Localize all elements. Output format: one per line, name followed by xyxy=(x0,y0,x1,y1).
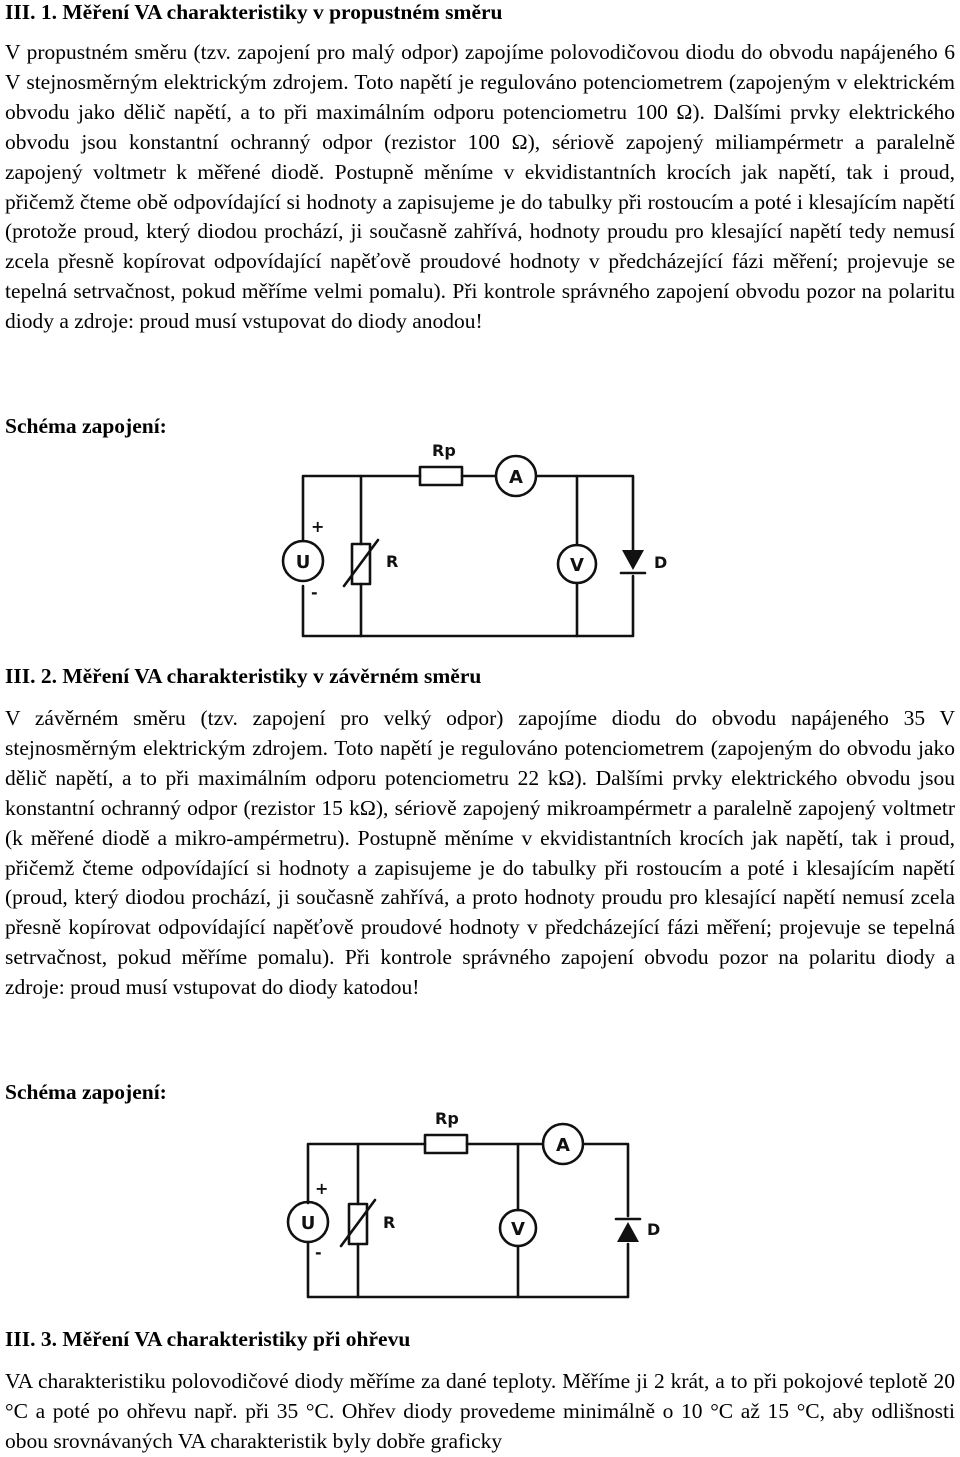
section-2-schema-label: Schéma zapojení: xyxy=(5,1080,167,1104)
rp-label: Rp xyxy=(435,1109,459,1128)
diode-label: D xyxy=(647,1220,661,1239)
section-3-paragraph: VA charakteristiku polovodičové diody měříme za dané teploty. Měříme ji 2 krát, a to při pokojové teplotě 20 °C a poté po ohřevu např. při 35 °C. Ohřev diody provedeme minimálně o 10 °C až 15 °C, aby odlišnosti obou srovnávaných VA charakteristik byly dobře graficky xyxy=(5,1369,955,1453)
potentiometer-arrow xyxy=(341,1200,375,1246)
section-2-paragraph: V závěrném směru (tzv. zapojení pro velký odpor) zapojíme diodu do obvodu napájeného 35 V stejnosměrným elektrickým zdrojem. Toto napětí je regulováno potenciometrem (zapojeným do obvodu jako dělič napětí, a to při maximálním odporu potenciometru 22 kΩ). Dalšími prvky elektrického obvodu jsou konstantní ochranný odpor (rezistor 15 kΩ), sériově zapojený mikroampérmetr a paralelně zapojený voltmetr (k měřené diodě a mikro-ampérmetru). Postupně měníme v ekvidistantních krocích jak napětí, tak i proud, přičemž čteme odpovídající si hodnoty a zapisujeme je do tabulky při rostoucím a poté i klesajícím napětí (proud, který diodou prochází, ji současně zahřívá, a proto hodnoty proudu pro klesající napětí nemusí zcela přesně kopírovat odpovídající napěťově proudové hodnoty v předcházející fázi měření; projevuje se tepelná setrvačnost, pokud měříme pomalu). Při kontrole správného zapojení obvodu pozor na polaritu diody a zdroje: proud musí vstupovat do diody katodou! xyxy=(5,706,955,1000)
plus-sign: + xyxy=(311,517,325,536)
section-3-heading: III. 3. Měření VA charakteristiky při ohřevu xyxy=(5,1327,411,1351)
circuit-diagram-2 xyxy=(285,1104,685,1304)
ammeter-label: A xyxy=(556,1135,570,1156)
source-label: U xyxy=(300,1213,316,1234)
pot-label: R xyxy=(383,1213,396,1232)
diode-forward xyxy=(622,550,644,570)
diode-label: D xyxy=(654,553,668,572)
section-2-heading: III. 2. Měření VA charakteristiky v závěrném směru xyxy=(5,664,482,688)
minus-sign: - xyxy=(315,1243,322,1262)
circuit-diagram-1 xyxy=(280,436,680,644)
section-1-schema-label: Schéma zapojení: xyxy=(5,414,167,438)
diode-reverse xyxy=(617,1222,639,1242)
section-1-paragraph: V propustném směru (tzv. zapojení pro malý odpor) zapojíme polovodičovou diodu do obvodu napájeného 6 V stejnosměrným elektrickým zdrojem. Toto napětí je regulováno potenciometrem (zapojeným v elektrickém obvodu jako dělič napětí, a to při maximálním odporu potenciometru 100 Ω). Dalšími prvky elektrického obvodu jsou konstantní ochranný odpor (rezistor 100 Ω), sériově zapojený miliampérmetr a paralelně zapojený voltmetr k měřené diodě. Postupně měníme v ekvidistantních krocích jak napětí, tak i proud, přičemž čteme obě odpovídající si hodnoty a zapisujeme je do tabulky při rostoucím a poté i klesajícím napětí (protože proud, který diodou prochází, ji současně zahřívá, hodnoty proudu pro klesající napětí tedy nemusí zcela přesně kopírovat odpovídající napěťově proudové hodnoty v předcházející fázi měření; projevuje se tepelná setrvačnost, pokud měříme velmi pomalu). Při kontrole správného zapojení obvodu pozor na polaritu diody a zdroje: proud musí vstupovat do diody anodou! xyxy=(5,40,955,334)
plus-sign: + xyxy=(315,1179,329,1198)
ammeter-label: A xyxy=(509,467,523,488)
source-label: U xyxy=(295,552,311,573)
protective-resistor xyxy=(425,1135,467,1153)
pot-label: R xyxy=(386,552,399,571)
minus-sign: - xyxy=(311,583,318,602)
voltmeter-label: V xyxy=(570,555,584,576)
circuit-wires xyxy=(308,1144,628,1297)
protective-resistor xyxy=(420,467,462,485)
potentiometer-arrow xyxy=(344,540,378,586)
voltmeter-label: V xyxy=(511,1219,525,1240)
section-1-heading: III. 1. Měření VA charakteristiky v propustném směru xyxy=(5,0,503,24)
rp-label: Rp xyxy=(432,441,456,460)
